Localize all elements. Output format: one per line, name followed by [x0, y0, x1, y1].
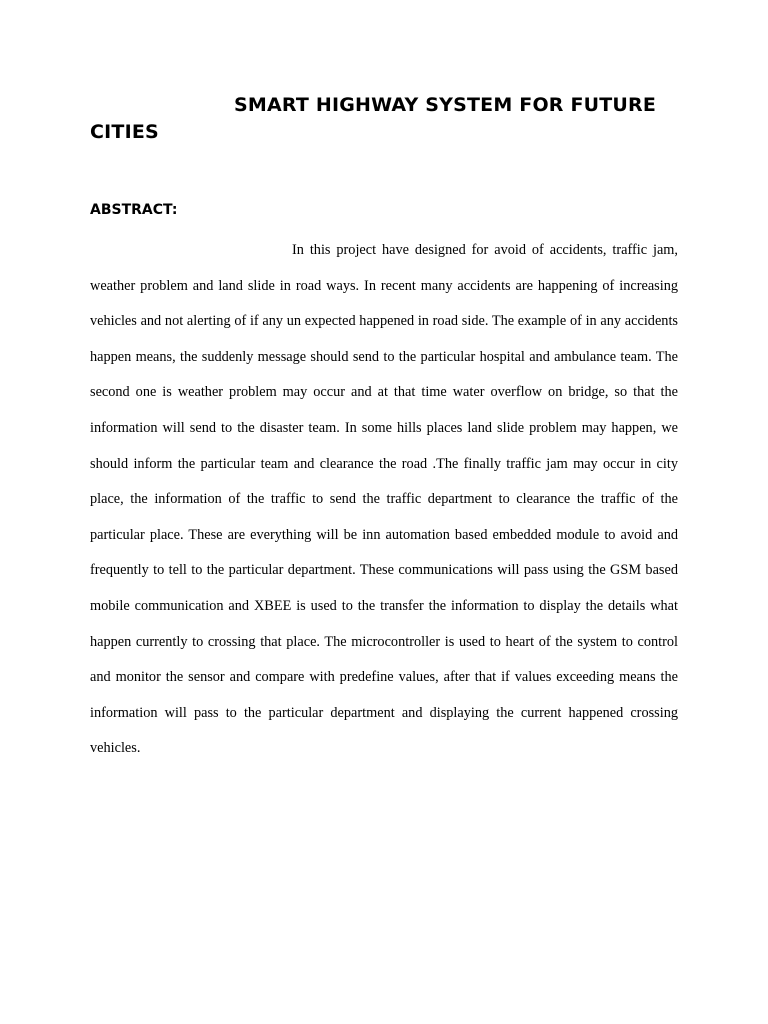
abstract-heading: ABSTRACT:	[90, 202, 178, 218]
document-title: SMART HIGHWAY SYSTEM FOR FUTURE CITIES	[90, 94, 657, 143]
abstract-paragraph: In this project have designed for avoid of accidents, traffic jam, weather problem and land slide in road ways. In recent many accidents are happening of increasing vehicles and not alerting of if any un expected happened in road side. The example of in any accidents happen means, the suddenly message should send to the particular hospital and ambulance team. The second one is weather problem may occur and at that time water overflow on bridge, so that the information will send to the disaster team. In some hills places land slide problem may happen, we should inform the particular team and clearance the road .The finally traffic jam may occur in city place, the information of the traffic to send the traffic department to clearance the traffic of the particular place. These are everything will be inn automation based embedded module to avoid and frequently to tell to the particular department. These communications will pass using the GSM based mobile communication and XBEE is used to the transfer the information to display the details what happen currently to crossing that place. The microcontroller is used to heart of the system to control and monitor the sensor and compare with predefine values, after that if values exceeding means the information will pass to the particular department and displaying the current happened crossing vehicles.	[90, 242, 678, 757]
